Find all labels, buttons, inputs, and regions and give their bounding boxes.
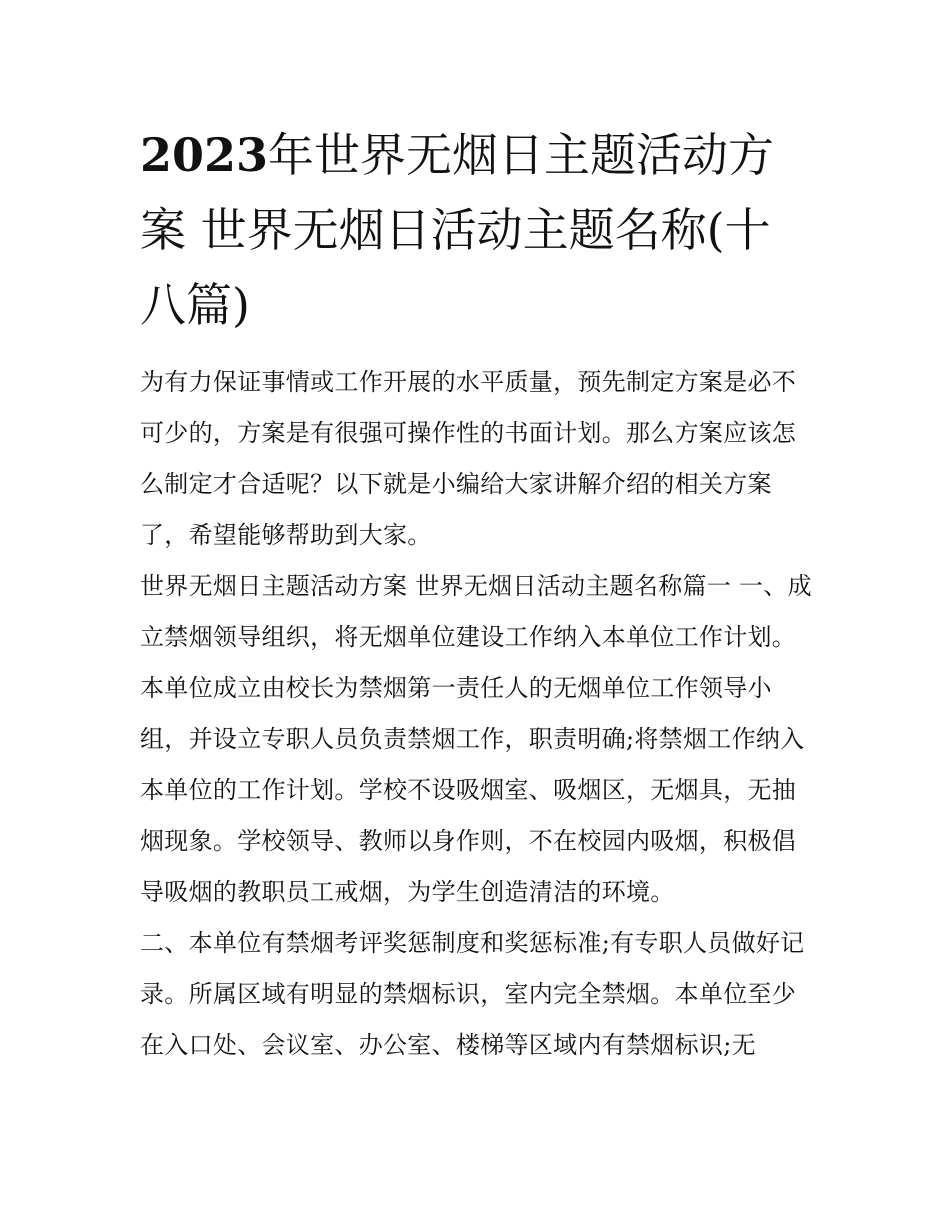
- document-page: [140, 118, 812, 1071]
- paragraph-section-one: 世界无烟日主题活动方案 世界无烟日活动主题名称篇一 一、成立禁烟领导组织，将无烟单位建设工作纳入本单位工作计划。: [140, 572, 812, 651]
- title-year: 2023: [140, 128, 269, 182]
- paragraph-leadership-group: 本单位成立由校长为禁烟第一责任人的无烟单位工作领导小组，并设立专职人员负责禁烟工作，职责明确;将禁烟工作纳入本单位的工作计划。学校不设吸烟室、吸烟区，无烟具，无抽烟现象。学校领导、教师以身作则，不在校园内吸烟，积极倡导吸烟的教职员工戒烟，为学生创造清洁的环境。: [140, 674, 805, 906]
- title-text: 年世界无烟日主题活动方案 世界无烟日活动主题名称(十八篇): [140, 128, 775, 332]
- document-title: [140, 118, 812, 343]
- paragraph-intro: 为有力保证事情或工作开展的水平质量，预先制定方案是必不可少的，方案是有很强可操作性的书面计划。那么方案应该怎么制定才合适呢？以下就是小编给大家讲解介绍的相关方案了，希望能够帮助到大家。: [140, 368, 797, 549]
- paragraph-section-two: 二、本单位有禁烟考评奖惩制度和奖惩标准;有专职人员做好记录。所属区域有明显的禁烟标识，室内完全禁烟。本单位至少在入口处、会议室、办公室、楼梯等区域内有禁烟标识;无: [140, 929, 805, 1059]
- document-body: [140, 357, 812, 1071]
